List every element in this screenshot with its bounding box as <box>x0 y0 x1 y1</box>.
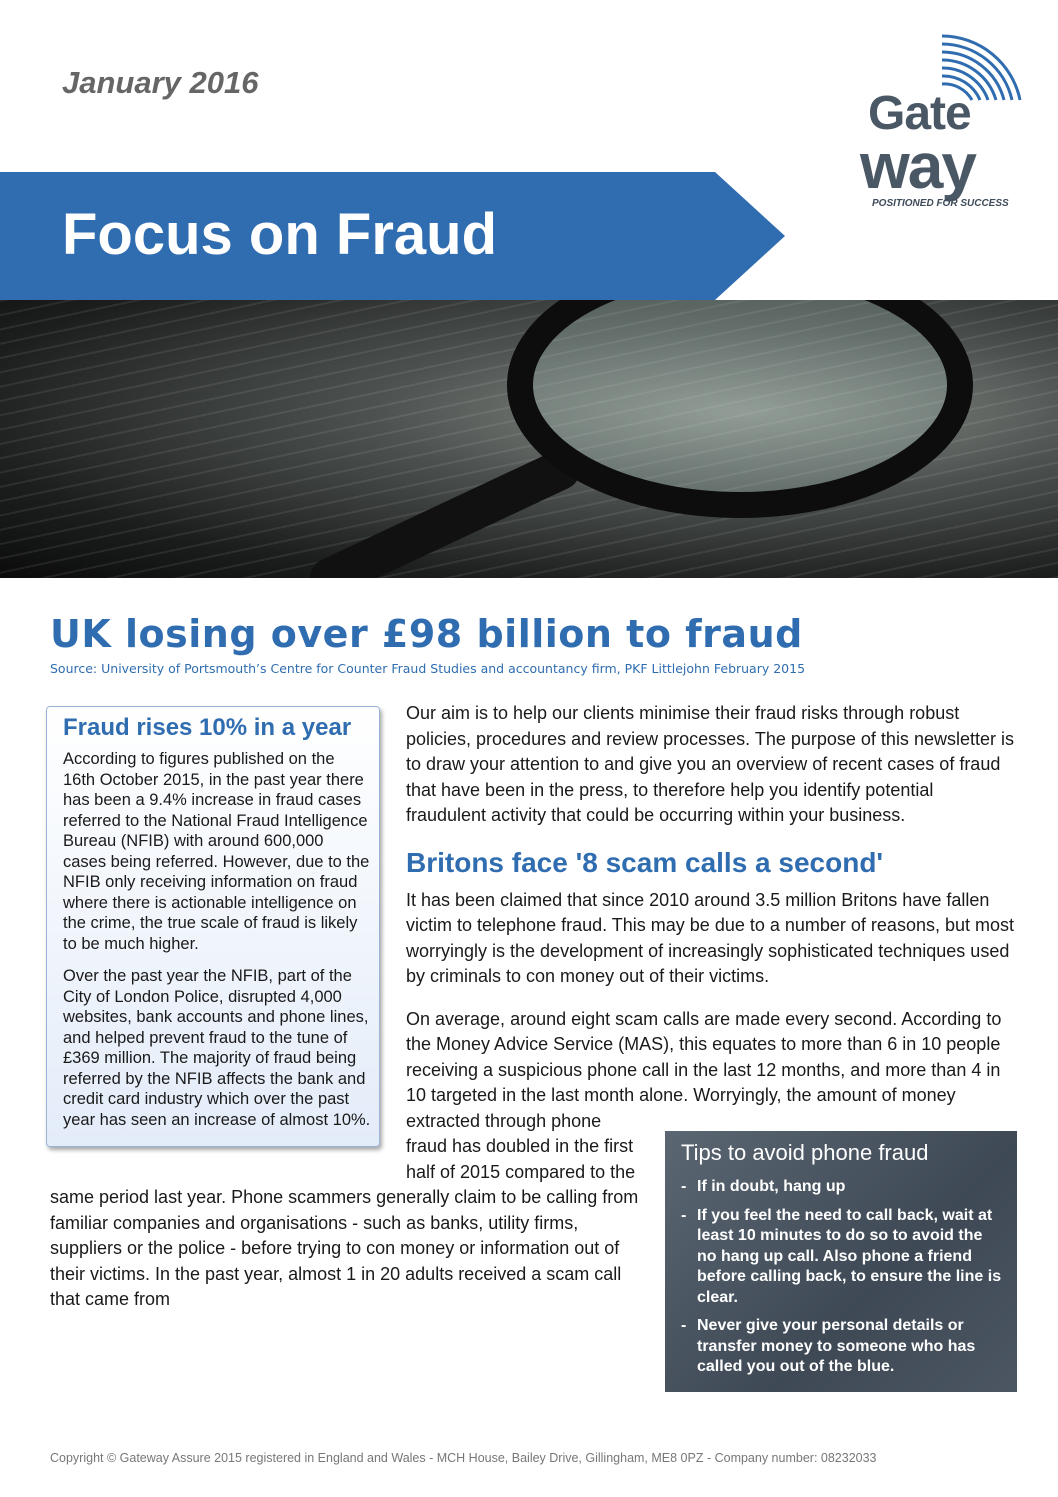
newsletter-title: Focus on Fraud <box>62 202 497 267</box>
sidebar-paragraph: Over the past year the NFIB, part of the City of London Police, disrupted 4,000 websites, bank accounts and phone lines, and helped prevent fraud to the tune of £369 million. The majority of fraud being referred by the NFIB affects the bank and credit card industry which over the past year has seen an increase of almost 10%. <box>63 967 371 1129</box>
phone-fraud-tips-box <box>665 1131 1017 1392</box>
magnifying-glass-icon <box>0 300 1058 578</box>
logo-text-gate: Gate <box>868 87 971 140</box>
fraud-rises-sidebar <box>46 706 380 1147</box>
hero-image-magnifying-glass <box>0 300 1058 578</box>
issue-date: January 2016 <box>62 65 259 100</box>
logo-tagline: POSITIONED FOR SUCCESS <box>872 198 1009 209</box>
article-headline: UK losing over £98 billion to fraud <box>50 612 803 656</box>
tips-title: Tips to avoid phone fraud <box>681 1140 929 1165</box>
tip-item: - If you feel the need to call back, wait at least 10 minutes to do so to avoid the no hang up call. Also phone a friend before calling back, to ensure the line is clear. <box>681 1206 1003 1309</box>
tip-item: - If in doubt, hang up <box>681 1177 1003 1198</box>
article-source: Source: University of Portsmouth’s Centre for Counter Fraud Studies and accountancy firm, PKF Littlejohn February 2015 <box>50 661 806 676</box>
scam-paragraph-1: It has been claimed that since 2010 around 3.5 million Britons have fallen victim to telephone fraud. This may be due to a number of reasons, but most worryingly is the development of increasingly sophisticated techniques used by criminals to con money out of their victims. <box>406 889 1014 986</box>
sidebar-paragraph: According to figures published on the 16th October 2015, in the past year there has been a 9.4% increase in fraud cases referred to the National Fraud Intelligence Bureau (NFIB) with around 600,000 cases being referred. However, due to the NFIB only receiving information on fraud where there is actionable intelligence on the crime, the true scale of fraud is likely to be much higher. <box>63 750 370 953</box>
intro-paragraph: Our aim is to help our clients minimise their fraud risks through robust policies, procedures and review processes. The purpose of this newsletter is to draw your attention to and give you an overview of recent cases of fraud that have been in the press, to therefore help you identify potential fraudulent activity that could be occurring within your business. <box>406 703 1014 825</box>
article-body <box>46 701 1017 1400</box>
scam-paragraph-2: On average, around eight scam calls are made every second. According to the Money Advice Service (MAS), this equates to more than 6 in 10 people receiving a suspicious phone call in the last 12 months, and more than 4 in 10 targeted in the last month alone. Worryingly, the amount of money extracted through phone fraud has doubled in the first half of 2015 compared to the same period last year. Phone scammers generally claim to be calling from familiar companies and organisations - such as banks, utility firms, suppliers or the police - before trying to con money or information out of their victims. In the past year, almost 1 in 20 adults received a scam call that came from <box>50 1008 1002 1309</box>
tip-item: - Never give your personal details or transfer money to someone who has called you out of the blue. <box>681 1316 1003 1378</box>
scam-calls-heading: Britons face '8 scam calls a second' <box>406 846 884 878</box>
sidebar-title: Fraud rises 10% in a year <box>63 714 352 741</box>
footer-copyright: Copyright © Gateway Assure 2015 registered in England and Wales - MCH House, Bailey Drive, Gillingham, ME8 0PZ - Company number: 08232033 <box>50 1451 877 1465</box>
logo-text-way: way <box>860 130 975 202</box>
gateway-logo <box>852 30 1032 215</box>
